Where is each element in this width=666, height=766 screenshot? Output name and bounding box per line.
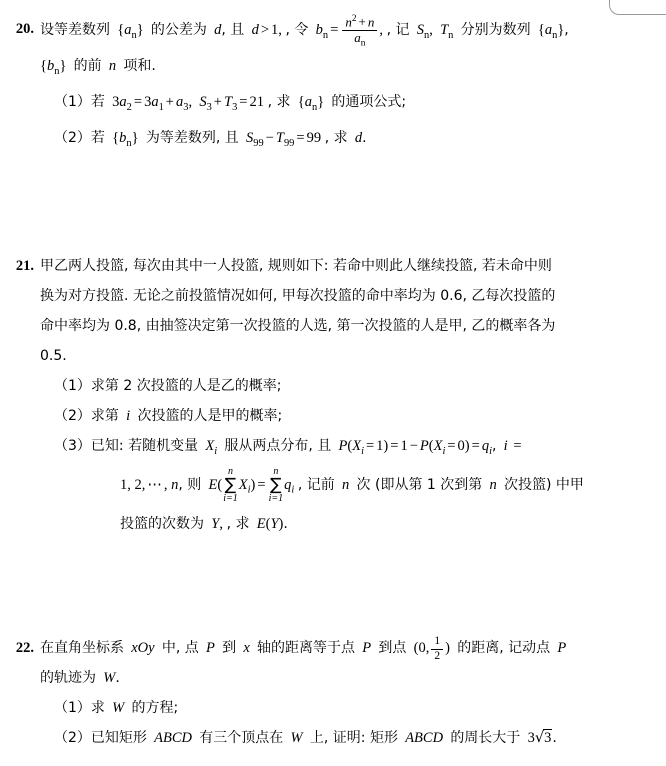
p20-part2-mid: 为等差数列, 且	[145, 129, 239, 146]
p21-part3-l2b: , 记前	[297, 476, 335, 493]
p22-text-f: 的距离, 记动点	[457, 640, 551, 657]
p22-text-b: 中, 点	[161, 640, 199, 657]
p20-part1-tail: , 求	[267, 94, 291, 110]
p21-part2-a: （2）求第	[54, 407, 119, 424]
p22-part2-c: 上, 证明: 矩形	[309, 730, 398, 747]
problem-22-line-1: 在直角坐标系 xOy 中, 点 P 到 x 轴的距离等于点 P 到点 (0, $\frac{1}{2}$ ) 的距离, 记动点 P	[40, 635, 567, 662]
p20-part2-tail: , 求	[324, 129, 348, 146]
p20-text-a: 设等差数列	[40, 22, 110, 39]
problem-20	[8, 14, 648, 159]
p22-part2-b: 有三个顶点在	[199, 730, 284, 747]
p20-part1-end: 的通项公式;	[331, 94, 407, 110]
p20-text-d: , 令	[285, 22, 309, 39]
p21-part3-l2d: 次投篮) 中甲	[504, 476, 584, 493]
p22-text-c: 到	[222, 640, 237, 657]
p20-part1-label: （1）若	[54, 94, 105, 110]
problem-21-part-3-line-2: 1, 2, ⋯ , n, 则 E( n ∑ i=1 $X_i$) = n ∑ i=1 $q_i$ , 记前 n 次 (即从第 1 次到第 n 次投篮) 中甲	[120, 465, 584, 504]
p20-text-c: , 且	[221, 22, 245, 39]
problem-21-part-3-line-3: 投篮的次数为 Y, , 求 E(Y).	[120, 516, 288, 533]
p22-text-d: 轴的距离等于点	[257, 640, 356, 657]
problem-21-number: 21.	[15, 257, 34, 274]
problem-22	[8, 633, 648, 753]
p22-text-e: 到点	[378, 640, 407, 657]
problem-20-line-2: $\{b_n\}$ 的前 n 项和.	[40, 58, 156, 77]
p20-text-h: 的前	[73, 58, 102, 75]
summation-symbol-2: n ∑ i=1	[268, 465, 284, 504]
p21-part2-b: 次投篮的人是甲的概率;	[137, 407, 283, 424]
spacer-after-problem-20	[8, 159, 648, 251]
p22-part2-d: 的周长大于	[450, 730, 521, 747]
p20-text-b: 的公差为	[150, 22, 207, 39]
p21-part3-b: 服从两点分布, 且	[224, 437, 332, 454]
problem-21-line-4: 0.5.	[40, 347, 67, 364]
problem-22-number: 22.	[15, 640, 34, 657]
problem-20-part-1: （1）若 $3a_2 = 3a_1 + a_3$, $S_3 + T_3 = 21$ , 求 $\{a_n\}$ 的通项公式;	[54, 94, 407, 113]
sqrt-symbol: √3	[534, 730, 552, 747]
p21-part3-l3b: , 求	[226, 516, 250, 533]
p22-part1-a: （1）求	[54, 700, 105, 717]
p22-part1-b: 的方程;	[131, 700, 179, 717]
p20-part2-label: （2）若	[54, 129, 105, 146]
p21-part3-a: （3）已知: 若随机变量	[54, 437, 199, 454]
problem-22-part-2: （2）已知矩形 ABCD 有三个顶点在 W 上, 证明: 矩形 ABCD 的周长大于 3√3.	[54, 723, 648, 753]
p20-text-e: , 记	[386, 22, 410, 39]
problem-21-part-1: （1）求第 2 次投篮的人是乙的概率;	[54, 377, 282, 394]
p21-part3-l3a: 投篮的次数为	[120, 516, 204, 533]
problem-21-line-1: 甲乙两人投篮, 每次由其中一人投篮, 规则如下: 若命中则此人继续投篮, 若未命中则	[40, 257, 552, 274]
p20-text-i: 项和.	[123, 58, 156, 75]
page-corner-rule	[609, 0, 666, 15]
p22-part2-e: .	[552, 730, 557, 747]
p21-part3-l2a: , 则	[178, 476, 202, 493]
p22-text-a: 在直角坐标系	[40, 640, 124, 657]
p22-text-h: .	[115, 670, 120, 687]
p21-part3-c: ,	[491, 437, 497, 454]
p21-part3-l3c: .	[283, 516, 288, 533]
p21-part3-d: =	[513, 437, 522, 454]
spacer-after-problem-21	[8, 541, 648, 633]
problem-21-part-2: （2）求第 i 次投篮的人是甲的概率;	[54, 407, 283, 424]
p22-part2-a: （2）已知矩形	[54, 730, 147, 747]
p20-part2-end: .	[362, 129, 367, 146]
p20-text-g: ,	[564, 22, 569, 39]
problem-22-part-1: （1）求 W 的方程;	[54, 700, 179, 717]
p21-part3-l2c: 次 (即从第 1 次到第	[356, 476, 483, 493]
problem-21-part-3: （3）已知: 若随机变量 $X_i$ 服从两点分布, 且 $P(X_i = 1) = 1 - P(X_i = 0) = q_i$, i =	[54, 437, 522, 457]
p22-text-g: 的轨迹为	[40, 670, 96, 687]
summation-symbol: n ∑ i=1	[223, 465, 238, 504]
problem-21	[8, 251, 648, 542]
problem-20-number: 20.	[15, 21, 34, 37]
problem-22-line-2: 的轨迹为 W.	[40, 670, 120, 687]
p20-text-f: 分别为数列	[460, 22, 531, 39]
problem-20-part-2: （2）若 $\{b_n\}$ 为等差数列, 且 $S_{99} - T_{99} = 99$ , 求 d.	[54, 129, 367, 149]
problem-21-line-3: 命中率均为 0.8, 由抽签决定第一次投篮的人选, 第一次投篮的人是甲, 乙的概率各为	[40, 317, 556, 334]
problem-20-line-1: 设等差数列 $\{a_n\}$ 的公差为 d, 且 d > 1, , 令 $b_n$ = $\frac{n^2 + n}{a_n}$ , , 记 $S_n$, $T_n$ 分别为数列 $\{a_n\}$,	[40, 14, 569, 49]
problem-21-line-2: 换为对方投篮. 无论之前投篮情况如何, 甲每次投篮的命中率均为 0.6, 乙每次投篮的	[40, 287, 556, 304]
